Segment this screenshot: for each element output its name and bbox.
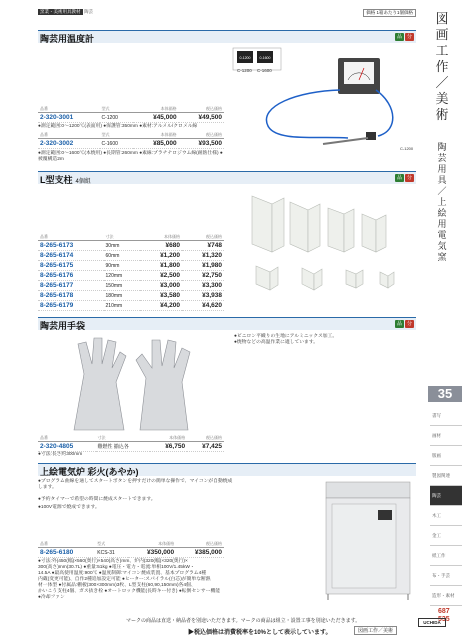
table-row[interactable] <box>38 261 224 271</box>
top-category-bar <box>38 9 416 15</box>
product-price: ¥45,000 <box>133 113 178 123</box>
header-model: 型式 <box>95 541 128 548</box>
header-code: 品番 <box>38 541 95 548</box>
gloves-image <box>60 334 220 434</box>
badge-red: 分 <box>406 34 412 40</box>
price-note: 価格 1箱あたり1個価格 <box>363 9 416 17</box>
section-title: 陶芸用温度計 <box>40 34 95 44</box>
table-row[interactable] <box>38 548 224 558</box>
product-code: 2-320-4805 <box>38 442 96 452</box>
product-tax-price: ¥3,300 <box>182 281 224 291</box>
product-tax-price: ¥49,500 <box>179 113 224 123</box>
header-size: 寸法 <box>96 435 151 442</box>
header-tax-price: 税込価格 <box>179 132 224 139</box>
badge-green: 品 <box>396 321 402 327</box>
header-price: 本体価格 <box>140 234 182 241</box>
product-tax-price: ¥93,500 <box>179 139 224 149</box>
sidebar-item-woodwork[interactable]: 木工 <box>430 506 462 526</box>
table-row[interactable] <box>38 291 224 301</box>
product-size: 210mm <box>104 301 140 311</box>
subcategory-label: 陶芸 <box>84 9 93 14</box>
kiln-spec: ●寸法:外(450(幅)×560(奥行)×540(高さ)mm、炉内(320(幅)×320(奥行)× 300(高さ)mm(30.7L) ●重量:51kg ●電圧・電力・電流:単相100V/1.45kW・ 14.5A ●最高使用温度:900℃ ●温度制御:マイコン焼成装置、基本プログラム4種 内蔵(変更可能)、自作2種追加設定可能 ●ヒーター:スパイラル(白芯)が簡単な断熱 材一体型 ●付属品:棚板(300×300mm)3枚、L型支柱(60,90,150mm)各4個、 かいこう支柱4個、ガス抜き栓 ●オートロック機能(長時キー付き) ●転倒センサー機能 ●冷却ファン <box>38 559 221 600</box>
header-price: 本体価格 <box>133 132 178 139</box>
table-row[interactable] <box>38 442 224 452</box>
footer-note-2: ▶税込価格は消費税率を10%として表示しています。 <box>188 630 332 636</box>
section-title: L型支柱 4個組 <box>40 175 91 185</box>
sidebar-item-papercraft[interactable]: 紙工作 <box>430 546 462 566</box>
sidebar-item-drafting[interactable]: 製図関連 <box>430 466 462 486</box>
product-price: ¥3,580 <box>140 291 182 301</box>
gloves-bullet-1: ●ビニロン平織りの生地にアルミニックス加工。 <box>234 334 338 339</box>
footer-category-box: 図画工作／美術 <box>354 626 397 635</box>
image-label-c1200: C-1200 <box>237 68 252 73</box>
section-title: 上絵電気炉 彩火(あやか) <box>40 467 139 477</box>
brand-logo: UCHIDA <box>418 618 446 627</box>
kiln-bullet-3: ●100V電源で焼成できます。 <box>38 505 100 510</box>
thermometer-table <box>38 106 224 123</box>
product-description: ●測定範囲:0〜1200℃(表面用) ●保護管:350mm ●素材:アルメル/クロメル線 <box>38 124 198 129</box>
product-model: C-1600 <box>100 139 134 149</box>
kiln-bullet-2: ●予約タイマーで希望の時間に焼成スタートできます。 <box>38 497 156 502</box>
product-price: ¥85,000 <box>133 139 178 149</box>
product-tax-price: ¥1,320 <box>182 251 224 261</box>
product-price: ¥1,200 <box>140 251 182 261</box>
table-row[interactable] <box>38 139 224 149</box>
product-price: ¥6,750 <box>150 442 187 452</box>
image-label-c1600: C-1600 <box>257 68 272 73</box>
product-tax-price: ¥2,750 <box>182 271 224 281</box>
product-price: ¥680 <box>140 241 182 251</box>
product-tax-price: ¥3,938 <box>182 291 224 301</box>
product-code: 2-320-3002 <box>38 139 100 149</box>
sidebar-nav <box>430 406 462 606</box>
product-code: 8-265-6179 <box>38 301 104 311</box>
svg-text:C-1200: C-1200 <box>400 146 414 151</box>
thermometer-image <box>228 46 418 166</box>
header-code: 品番 <box>38 435 96 442</box>
product-tax-price: ¥7,425 <box>187 442 224 452</box>
thermometer-table-2 <box>38 132 224 149</box>
header-tax-price: 税込価格 <box>176 541 224 548</box>
header-size: 寸法 <box>104 234 140 241</box>
lsupport-image <box>232 190 418 300</box>
badge-green: 品 <box>396 175 402 181</box>
header-tax-price: 税込価格 <box>187 435 224 442</box>
gloves-bullet-2: ●焼物などの高温作業に適しています。 <box>234 340 319 345</box>
product-tax-price: ¥385,000 <box>176 548 224 558</box>
table-row[interactable] <box>38 241 224 251</box>
product-size: 60mm <box>104 251 140 261</box>
svg-text:0-1200: 0-1200 <box>239 56 251 60</box>
table-row[interactable] <box>38 301 224 311</box>
product-size: 150mm <box>104 281 140 291</box>
product-code: 2-320-3001 <box>38 113 100 123</box>
product-price: ¥350,000 <box>128 548 176 558</box>
product-tax-price: ¥1,980 <box>182 261 224 271</box>
product-code: 8-265-6176 <box>38 271 104 281</box>
header-price: 本体価格 <box>133 106 178 113</box>
product-price: ¥1,800 <box>140 261 182 271</box>
product-description: ●測定範囲:0〜1600℃(本焼用) ●長期管:260mm ●素線:プラチナロジウム線(耐熱仕様) ●被覆構造2m <box>38 151 223 162</box>
sidebar-item-metalwork[interactable]: 金工 <box>430 526 462 546</box>
badge-red: 分 <box>406 321 412 327</box>
section-header-gloves <box>38 317 416 330</box>
badge-red: 分 <box>406 175 412 181</box>
footer-note-1: マークの商品は直送・納品者を別途いただきます。マークの商品は組立・設置工事を別途いただきます。 <box>126 618 361 624</box>
product-code: 8-265-6174 <box>38 251 104 261</box>
header-model: 型式 <box>100 106 134 113</box>
section-header-thermometer <box>38 30 416 43</box>
product-tax-price: ¥748 <box>182 241 224 251</box>
header-code: 品番 <box>38 106 100 113</box>
product-code: 8-265-6177 <box>38 281 104 291</box>
header-code: 品番 <box>38 132 100 139</box>
svg-text:0-1600: 0-1600 <box>259 56 271 60</box>
page-index: 35 <box>428 386 462 402</box>
product-size: 90mm <box>104 261 140 271</box>
badge-green: 品 <box>396 34 402 40</box>
kiln-bullet-1: ●プログラム曲線を通してスタートボタンを押すだけの簡単な操作で、マイコンが自動焼成します。 <box>38 479 233 490</box>
product-code: 8-265-6173 <box>38 241 104 251</box>
product-size: 30mm <box>104 241 140 251</box>
sidebar-item-calligraphy[interactable]: 書写 <box>430 406 462 426</box>
product-model: C-1200 <box>100 113 134 123</box>
header-tax-price: 税込価格 <box>182 234 224 241</box>
category-label: 窯業・美術用具教材 <box>40 9 81 14</box>
kiln-image <box>318 478 418 603</box>
gloves-table <box>38 435 224 452</box>
product-code: 8-265-6175 <box>38 261 104 271</box>
header-tax-price: 税込価格 <box>179 106 224 113</box>
table-row[interactable] <box>38 271 224 281</box>
table-row[interactable] <box>38 251 224 261</box>
gloves-description: ●寸法:長さ約300mm <box>38 452 83 457</box>
sidebar-item-ceramics[interactable]: 陶芸 <box>430 486 462 506</box>
product-model: KCS-31 <box>95 548 128 558</box>
header-code: 品番 <box>38 234 104 241</box>
sidebar-subtitle: 陶 芸 用 具 ／ 上 絵 用 電 気 窯 <box>437 142 447 262</box>
product-size: 難燃性 揃込各 <box>96 442 151 452</box>
table-row[interactable] <box>38 113 224 123</box>
product-size: 180mm <box>104 291 140 301</box>
sidebar-title: 図 画 工 作 ／ 美 術 <box>435 12 449 123</box>
product-price: ¥3,000 <box>140 281 182 291</box>
kiln-table <box>38 541 224 558</box>
section-title: 陶芸用手袋 <box>40 321 86 331</box>
section-header-lsupport <box>38 171 416 184</box>
table-row[interactable] <box>38 281 224 291</box>
section-header-kiln <box>38 463 416 476</box>
product-code: 8-265-6180 <box>38 548 95 558</box>
header-price: 本体価格 <box>128 541 176 548</box>
sidebar-item-crafts[interactable]: 布・手芸 <box>430 566 462 586</box>
product-size: 120mm <box>104 271 140 281</box>
sidebar-item-printmaking[interactable]: 版画 <box>430 446 462 466</box>
page-numbers: 687 535 <box>438 608 450 623</box>
header-price: 本体価格 <box>150 435 187 442</box>
sidebar-item-art-supplies[interactable]: 画材 <box>430 426 462 446</box>
product-tax-price: ¥4,620 <box>182 301 224 311</box>
product-code: 8-265-6178 <box>38 291 104 301</box>
lsupport-table <box>38 234 224 311</box>
header-model: 型式 <box>100 132 134 139</box>
product-price: ¥4,200 <box>140 301 182 311</box>
product-price: ¥2,500 <box>140 271 182 281</box>
sidebar-item-materials[interactable]: 造形・素材 <box>430 586 462 606</box>
